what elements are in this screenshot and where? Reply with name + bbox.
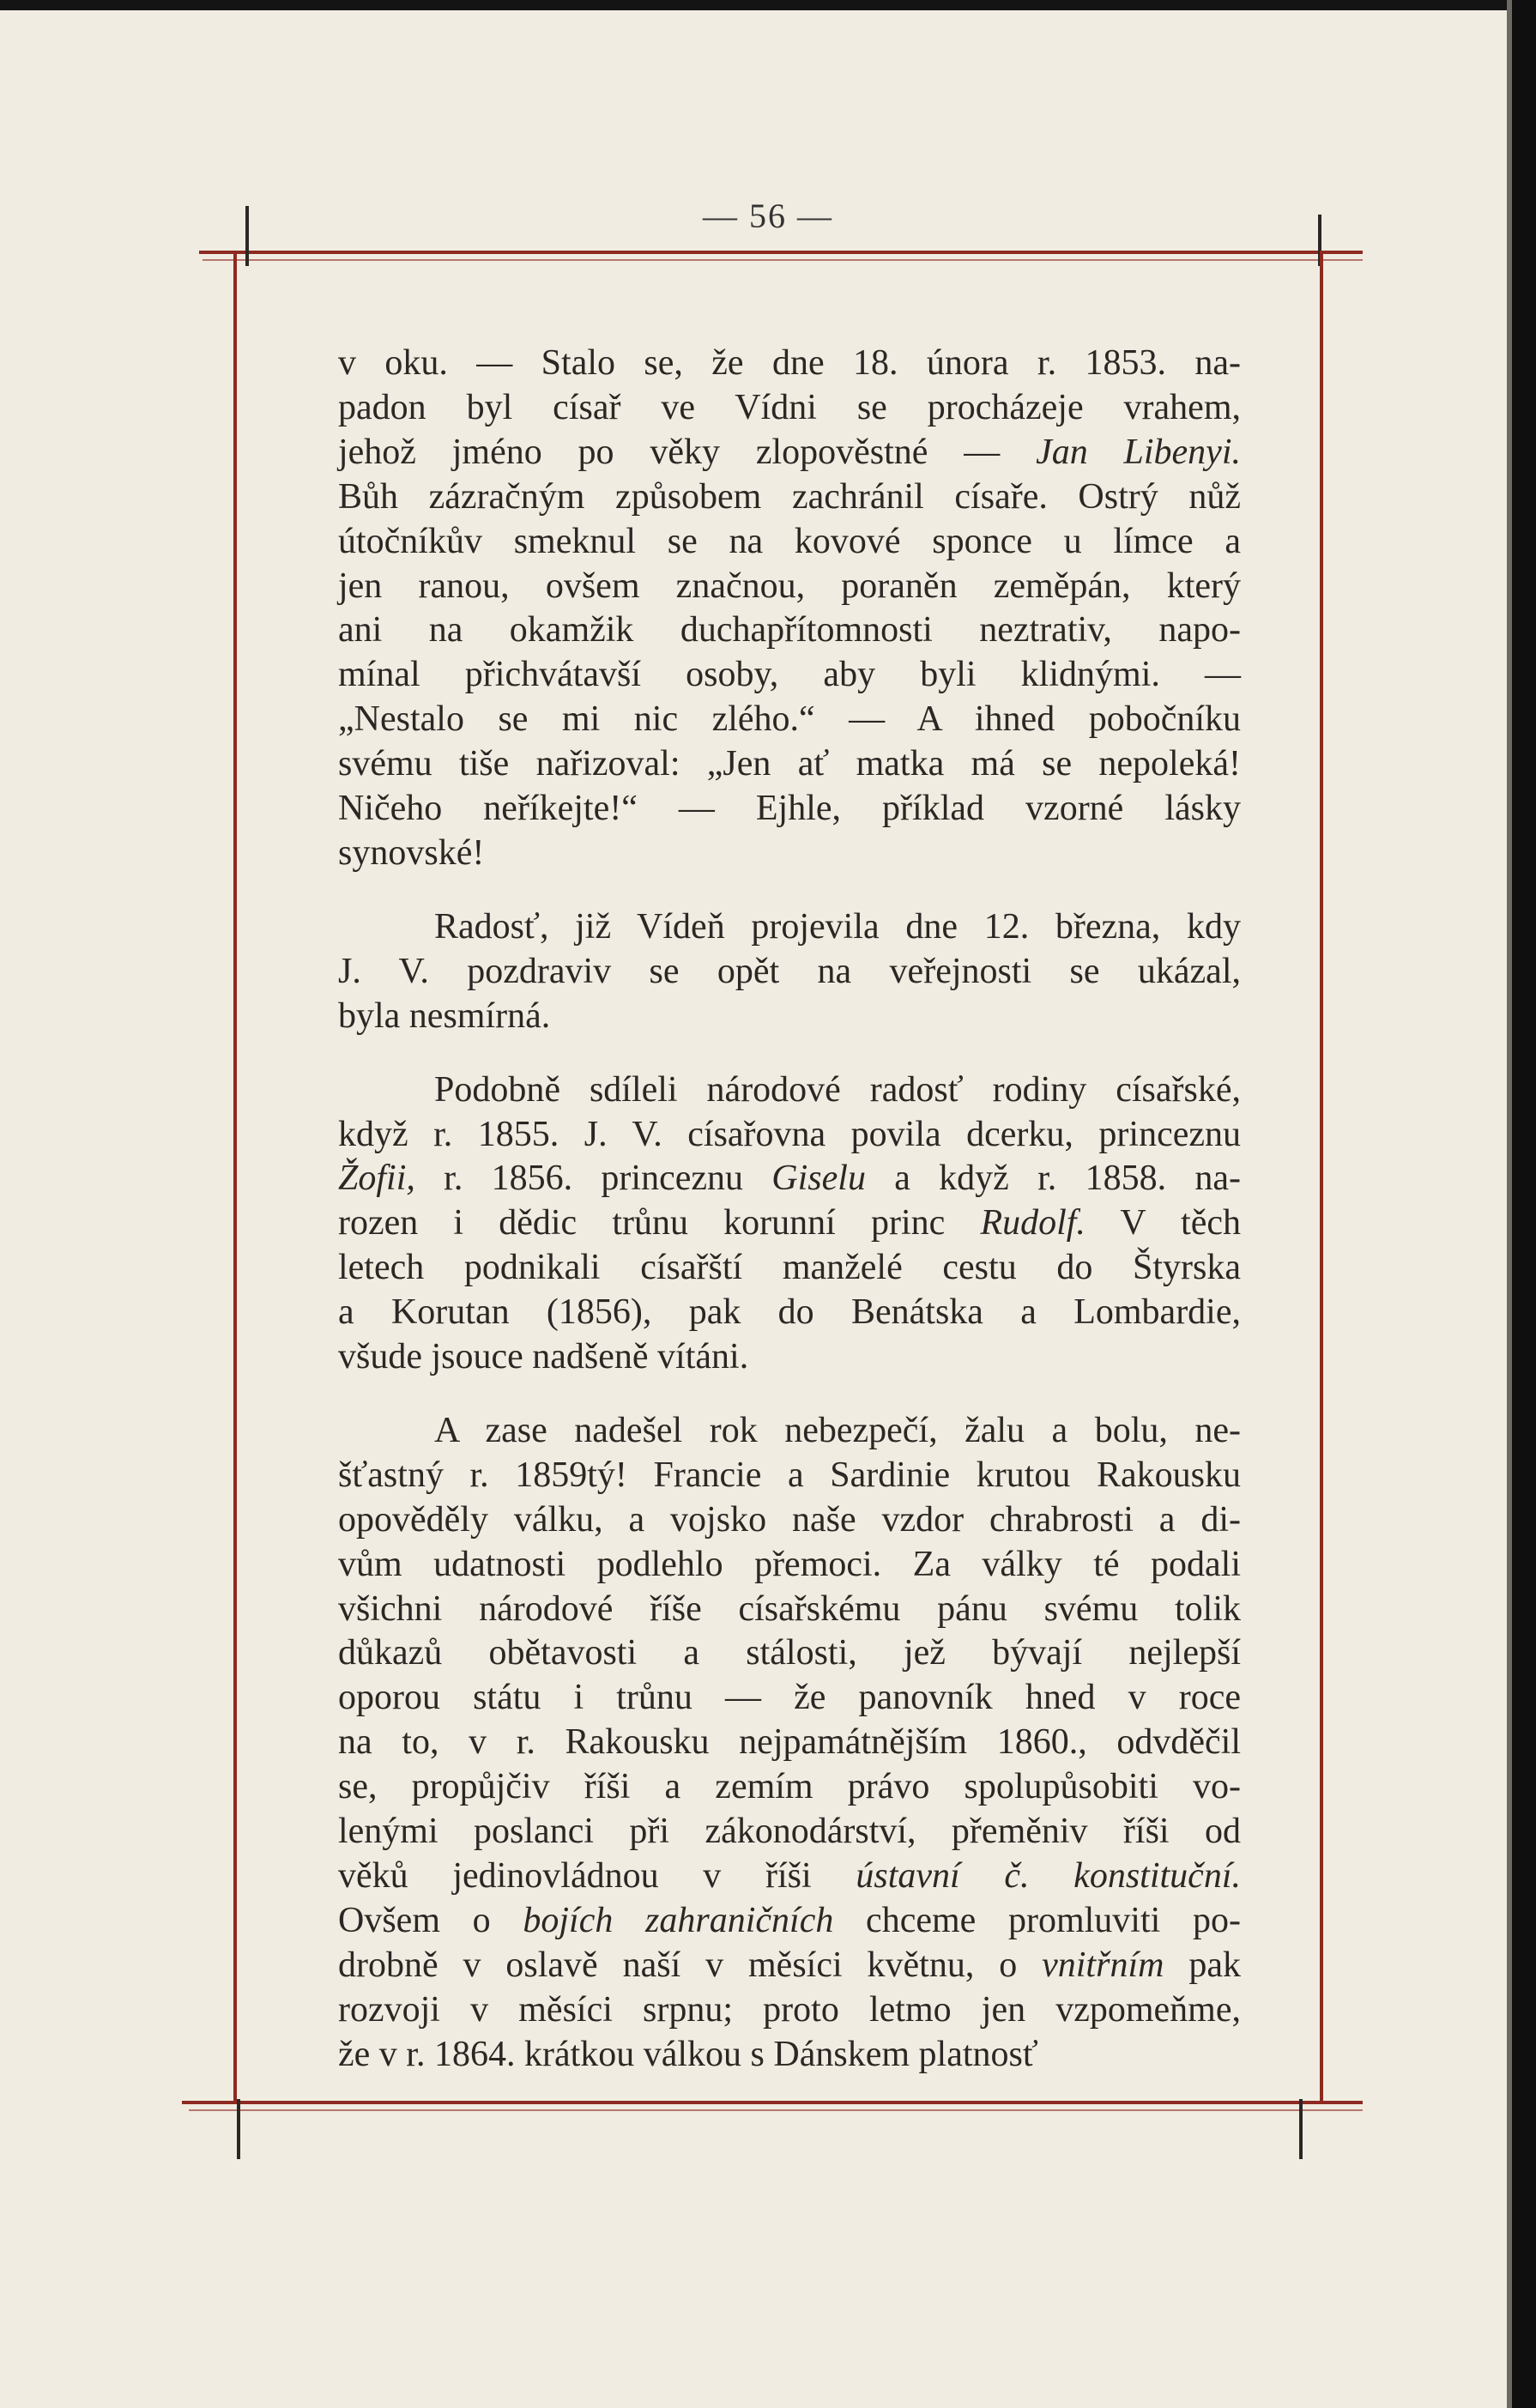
text-line: Bůh zázračným způsobem zachránil císaře. Ostrý nůž xyxy=(338,476,1241,517)
text-line: A zase nadešel rok nebezpečí, žalu a bolu, ne- xyxy=(434,1410,1241,1450)
frame-top-rule-thin xyxy=(203,259,1363,261)
text-line: a Korutan (1856), pak do Benátska a Lombardie, xyxy=(338,1292,1241,1333)
paragraph-3 xyxy=(338,1068,1241,1380)
text-line: jen ranou, ovšem značnou, poraněn zeměpán, který xyxy=(338,566,1241,606)
text-line: Radosť, již Vídeň projevila dne 12. března, kdy xyxy=(434,906,1241,947)
paragraph-4 xyxy=(338,1409,1241,2078)
text-line: věků jedinovládnou v říši ústavní č. konstituční. xyxy=(338,1856,1241,1896)
text-line: na to, v r. Rakousku nejpamátnějším 1860., odvděčil xyxy=(338,1722,1241,1763)
text-line: mínal přichvátavší osoby, aby byli klidnými. — xyxy=(338,655,1241,695)
text-line: všichni národové říše císařskému pánu svému tolik xyxy=(338,1588,1241,1629)
text-line: oporou státu i trůnu — že panovník hned v roce xyxy=(338,1678,1241,1718)
text-line: rozen i dědic trůnu korunní princ Rudolf. V těch xyxy=(338,1203,1242,1243)
text-line: vům udatnosti podlehlo přemoci. Za války té podali xyxy=(338,1544,1241,1584)
frame-bottom-rule xyxy=(182,2101,1363,2104)
text-line: drobně v oslavě naší v měsíci květnu, o vnitřním pak xyxy=(338,1945,1241,1985)
text-line: Žofii, r. 1856. princeznu Giselu a když r. 1858. na- xyxy=(338,1159,1241,1199)
frame-top-rule xyxy=(199,251,1363,254)
text-line: padon byl císař ve Vídni se procházeje vrahem, xyxy=(338,387,1241,427)
text-line: synovské! xyxy=(338,832,485,873)
text-line: důkazů obětavosti a stálosti, jež bývají nejlepší xyxy=(338,1633,1241,1673)
scan-edge-right xyxy=(1512,0,1536,2408)
text-line: svému tiše nařizoval: „Jen ať matka má se nepoleká! xyxy=(338,744,1241,784)
paragraph-gap xyxy=(338,1039,1241,1068)
frame-right-rule xyxy=(1320,251,1323,2104)
paragraph-gap xyxy=(338,876,1241,905)
text-line: Ničeho neříkejte!“ — Ejhle, příklad vzorné lásky xyxy=(338,789,1241,829)
text-line: když r. 1855. J. V. císařovna povila dcerku, princeznu xyxy=(338,1114,1241,1154)
scan-edge-top xyxy=(0,0,1536,10)
text-line: jehož jméno po věky zlopověstné — Jan Libenyi. xyxy=(338,432,1241,472)
text-line: šťastný r. 1859tý! Francie a Sardinie krutou Rakousku xyxy=(338,1455,1241,1495)
text-line: J. V. pozdraviv se opět na veřejnosti se ukázal, xyxy=(338,951,1241,991)
text-line: ani na okamžik duchapřítomnosti neztrativ, napo- xyxy=(338,610,1241,650)
text-line: letech podnikali císařští manželé cestu do Štyrska xyxy=(338,1248,1241,1288)
frame-tick-bottom-right xyxy=(1299,2099,1303,2159)
text-line: v oku. — Stalo se, že dne 18. února r. 1853. na- xyxy=(338,343,1241,383)
text-line: se, propůjčiv říši a zemím právo spolupůsobiti vo- xyxy=(338,1767,1241,1807)
text-line: byla nesmírná. xyxy=(338,995,551,1036)
text-line: všude jsouce nadšeně vítáni. xyxy=(338,1337,749,1377)
text-line: lenými poslanci při zákonodárství, přeměniv říši od xyxy=(338,1812,1241,1852)
text-line: Podobně sdíleli národové radosť rodiny císařské, xyxy=(434,1069,1241,1110)
paragraph-2 xyxy=(338,905,1241,1039)
frame-tick-bottom-left xyxy=(237,2099,240,2159)
page-body-text xyxy=(338,342,1241,2078)
text-line: rozvoji v měsíci srpnu; proto letmo jen vzpomeňme, xyxy=(338,1989,1241,2030)
text-line: opověděly válku, a vojsko naše vzdor chrabrosti a di- xyxy=(338,1499,1241,1540)
frame-bottom-rule-thin xyxy=(189,2109,1363,2111)
paragraph-1 xyxy=(338,342,1241,876)
text-line: útočníkův smeknul se na kovové sponce u límce a xyxy=(338,521,1241,561)
text-line: Ovšem o bojích zahraničních chceme promluviti po- xyxy=(338,1900,1241,1940)
paragraph-gap xyxy=(338,1380,1241,1409)
page-number: — 56 — xyxy=(703,197,833,235)
frame-left-rule xyxy=(233,251,237,2104)
text-line: „Nestalo se mi nic zlého.“ — A ihned pobočníku xyxy=(338,699,1241,740)
text-line: že v r. 1864. krátkou válkou s Dánskem platnosť xyxy=(338,2034,1038,2074)
